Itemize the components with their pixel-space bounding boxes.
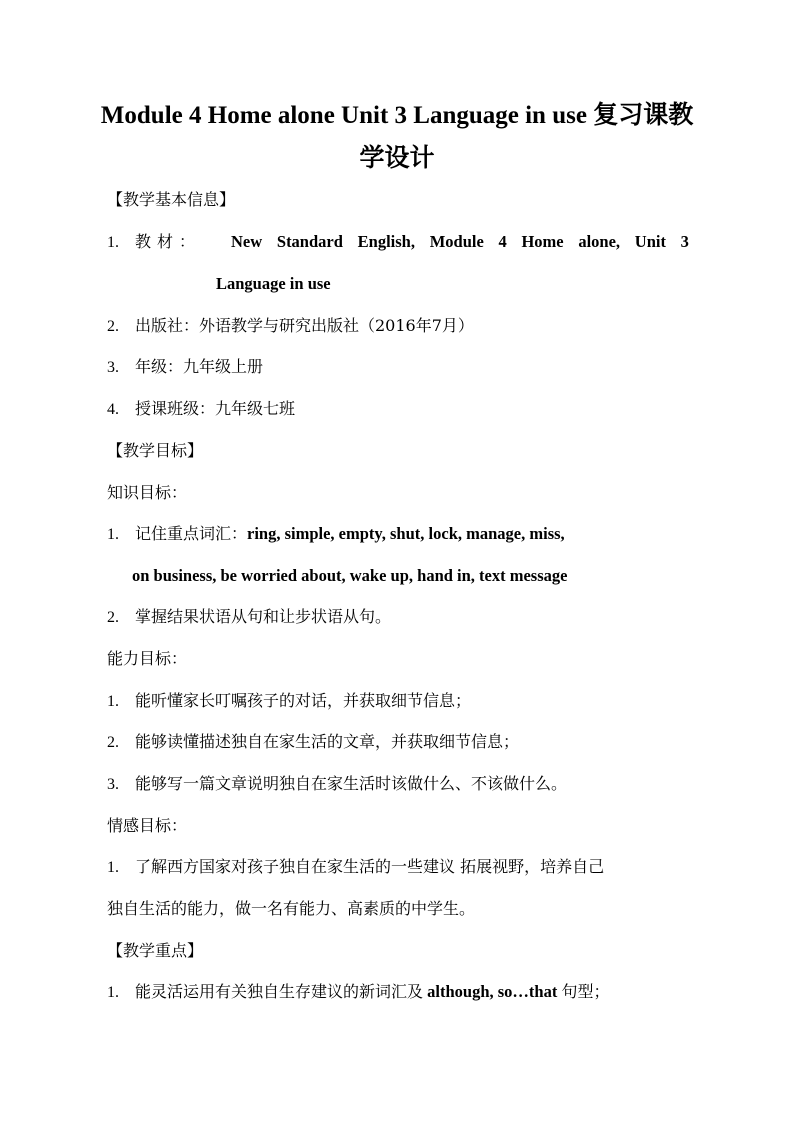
section-heading-goals: 【教学目标】 (107, 441, 204, 460)
section-heading-key-points: 【教学重点】 (107, 941, 204, 960)
basic-info-item-publisher (107, 315, 474, 338)
ability-item (107, 690, 471, 713)
textbook-value (231, 231, 689, 253)
key-point-english: although, so…that (423, 982, 562, 1001)
grammar-text: 掌握结果状语从句和让步状语从句。 (135, 607, 392, 626)
knowledge-goals-heading: 知识目标： (107, 483, 188, 502)
textbook-label: 教材： (135, 232, 202, 251)
knowledge-item-grammar (107, 606, 391, 629)
ability-text: 能够写一篇文章说明独自在家生活时该做什么、不该做什么。 (135, 774, 568, 793)
knowledge-item-vocabulary (107, 523, 565, 546)
list-number: 2. (107, 318, 119, 335)
publisher-text: 出版社：外语教学与研究出版社（2016年7月） (135, 316, 474, 335)
vocabulary-words-continued: on business, be worried about, wake up, hand in, text message (132, 566, 568, 585)
textbook-value-continued: Language in use (216, 274, 331, 293)
textbook-word: alone, (578, 232, 621, 251)
ability-item (107, 731, 519, 754)
list-number: 1. (107, 234, 119, 251)
list-number: 3. (107, 776, 119, 793)
textbook-word: New (231, 232, 263, 251)
textbook-word: Home (521, 232, 564, 251)
basic-info-item-grade (107, 356, 263, 379)
textbook-word: 3 (680, 232, 689, 251)
key-point-suffix: 句型； (561, 982, 610, 1001)
textbook-word: Unit (634, 232, 666, 251)
emotion-item (107, 856, 604, 879)
emotion-text-continued: 独自生活的能力，做一名有能力、高素质的中学生。 (107, 899, 476, 918)
list-number: 1. (107, 526, 119, 543)
list-number: 1. (107, 693, 119, 710)
ability-goals-heading: 能力目标： (107, 649, 188, 668)
textbook-word: English, (357, 232, 415, 251)
vocabulary-words: ring, simple, empty, shut, lock, manage, miss, (247, 524, 565, 543)
basic-info-item-textbook (107, 231, 689, 254)
list-number: 2. (107, 609, 119, 626)
textbook-word: 4 (498, 232, 507, 251)
ability-item (107, 773, 567, 796)
section-heading-basic-info: 【教学基本信息】 (107, 190, 236, 209)
list-number: 1. (107, 984, 119, 1001)
list-number: 4. (107, 401, 119, 418)
key-point-item (107, 981, 609, 1004)
emotion-goals-heading: 情感目标： (107, 816, 188, 835)
document-title-line-2: 学设计 (359, 145, 435, 172)
vocabulary-prefix: 记住重点词汇： (135, 524, 248, 543)
list-number: 3. (107, 359, 119, 376)
key-point-prefix: 能灵活运用有关独自生存建议的新词汇及 (135, 982, 424, 1001)
emotion-text: 了解西方国家对孩子独自在家生活的一些建议 拓展视野，培养自己 (135, 857, 605, 876)
class-text: 授课班级：九年级七班 (135, 399, 296, 418)
document-title-line-1: Module 4 Home alone Unit 3 Language in use 复习课教 (100, 102, 694, 129)
ability-text: 能听懂家长叮嘱孩子的对话，并获取细节信息； (135, 691, 472, 710)
basic-info-item-class (107, 398, 295, 421)
grade-text: 年级：九年级上册 (135, 357, 264, 376)
textbook-word: Standard (276, 232, 343, 251)
list-number: 2. (107, 734, 119, 751)
list-number: 1. (107, 859, 119, 876)
ability-text: 能够读懂描述独自在家生活的文章，并获取细节信息； (135, 732, 520, 751)
textbook-word: Module (429, 232, 484, 251)
